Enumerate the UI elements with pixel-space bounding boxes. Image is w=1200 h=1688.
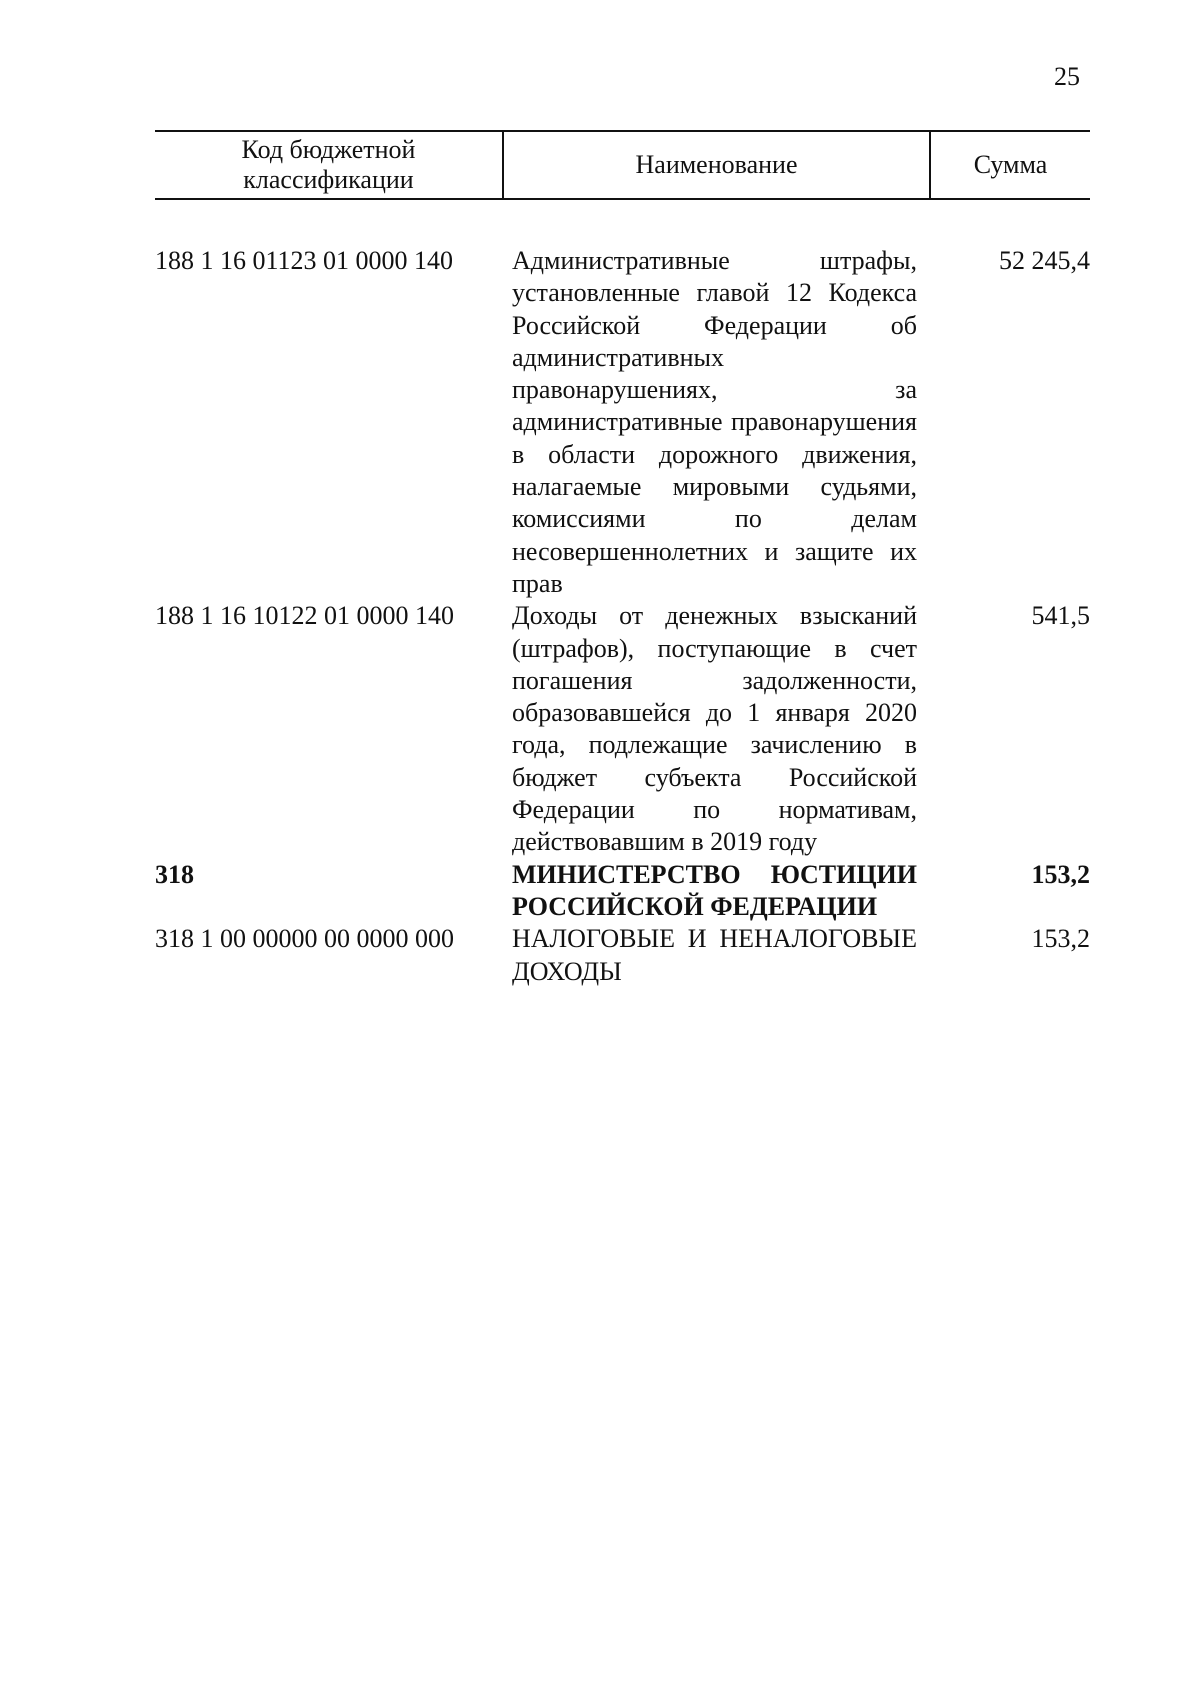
item-name: Доходы от денежных взысканий (штрафов), поступающие в счет погашения задолженности, образовавшейся до 1 января 2020 года, подлежащие зачислению в бюджет субъекта Российской Федерации по нормативам, действовавшим в 2019 году	[512, 601, 917, 857]
header-name: Наименование	[502, 132, 929, 198]
table-header	[155, 130, 1090, 200]
table-row	[155, 923, 1090, 988]
item-sum: 153,2	[1031, 859, 1090, 889]
budget-code: 188 1 16 10122 01 0000 140	[155, 601, 454, 631]
table-row	[155, 600, 1090, 858]
item-sum: 541,5	[1031, 601, 1090, 631]
page-number: 25	[1054, 62, 1080, 91]
budget-code: 318	[155, 859, 194, 889]
item-sum: 52 245,4	[999, 246, 1090, 275]
item-name: МИНИСТЕРСТВО ЮСТИЦИИ РОССИЙСКОЙ ФЕДЕРАЦИИ	[512, 859, 917, 921]
header-code: Код бюджетной классификации	[241, 135, 416, 194]
table-body	[155, 245, 1090, 988]
table-row	[155, 859, 1090, 924]
budget-code: 188 1 16 01123 01 0000 140	[155, 246, 454, 275]
header-sum: Сумма	[929, 132, 1090, 198]
item-name: НАЛОГОВЫЕ И НЕНАЛОГОВЫЕ ДОХОДЫ	[512, 924, 917, 986]
budget-code: 318 1 00 00000 00 0000 000	[155, 924, 454, 954]
item-name: Административные штрафы, установленные главой 12 Кодекса Российской Федерации об административных правонарушениях, за административные правонарушения в области дорожного движения, налагаемые мировыми судьями, комиссиями по делам несовершеннолетних и защите их прав	[512, 246, 917, 598]
table-row	[155, 245, 1090, 600]
item-sum: 153,2	[1031, 924, 1090, 954]
